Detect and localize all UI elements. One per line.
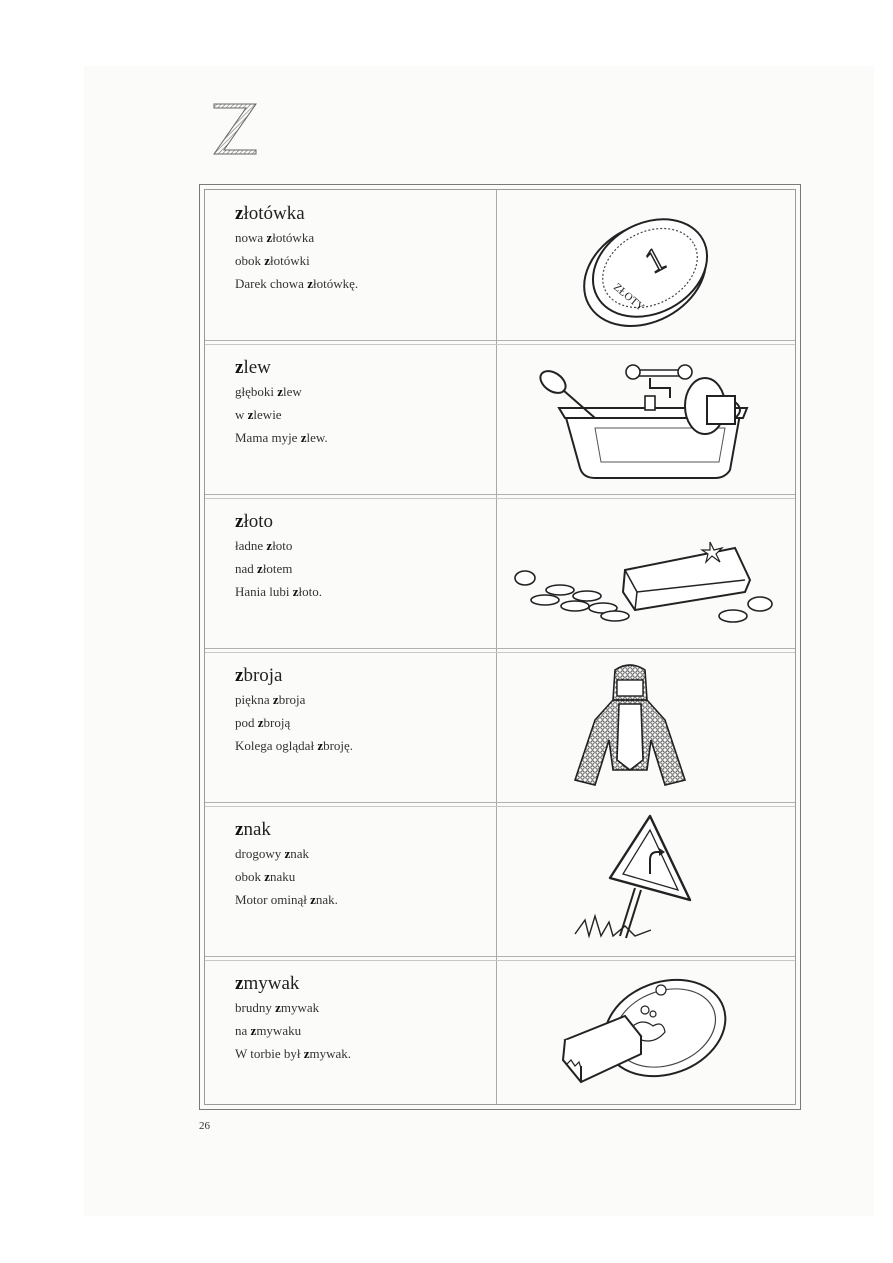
sink-icon: [535, 358, 755, 484]
armor-icon: [555, 660, 705, 800]
coin-numeral: 1: [639, 240, 672, 282]
row-divider: [205, 340, 795, 345]
entry-phrase: Mama myje zlew.: [235, 430, 328, 445]
entry-phrase: brudny zmywak: [235, 1000, 320, 1015]
entry-phrase: piękna zbroja: [235, 692, 306, 707]
coin-label: ZŁOTY: [611, 281, 647, 314]
sponge-icon: [545, 970, 735, 1096]
row-divider: [205, 648, 795, 653]
row-divider: [205, 802, 795, 807]
gold-bar-icon: [505, 520, 785, 630]
entry-phrase: pod zbroją: [235, 715, 291, 730]
entry-phrase: Kolega oglądał zbroję.: [235, 738, 354, 753]
entry-phrase: W torbie był zmywak.: [235, 1046, 352, 1061]
entry-word: zbroja: [235, 665, 283, 686]
entry-word: złotówka: [235, 203, 305, 224]
entry-word: złoto: [235, 511, 273, 532]
entry-word: znak: [235, 819, 271, 840]
entry-text: [235, 356, 485, 449]
entry-text: [235, 202, 485, 295]
entry-phrase: w zlewie: [235, 407, 282, 422]
word-table: [199, 184, 801, 1110]
entry-phrase: Darek chowa złotówkę.: [235, 276, 359, 291]
entry-text: [235, 818, 485, 911]
entry-phrase: drogowy znak: [235, 846, 310, 861]
entry-phrase: nad złotem: [235, 561, 293, 576]
coin-icon: [575, 210, 725, 330]
entry-phrase: głęboki zlew: [235, 384, 302, 399]
entry-text: [235, 664, 485, 757]
entry-phrase: Motor ominął znak.: [235, 892, 338, 907]
row-divider: [205, 956, 795, 961]
entry-phrase: nowa złotówka: [235, 230, 315, 245]
letter-heading: [210, 98, 260, 158]
road-sign-icon: [565, 808, 715, 948]
page-number: 26: [199, 1120, 210, 1132]
entry-phrase: ładne złoto: [235, 538, 293, 553]
entry-text: [235, 972, 485, 1065]
entry-text: [235, 510, 485, 603]
row-divider: [205, 494, 795, 499]
entry-word: zmywak: [235, 973, 300, 994]
entry-phrase: na zmywaku: [235, 1023, 302, 1038]
entry-phrase: obok znaku: [235, 869, 296, 884]
entry-phrase: Hania lubi złoto.: [235, 584, 323, 599]
column-divider: [496, 190, 497, 1104]
entry-phrase: obok złotówki: [235, 253, 310, 268]
entry-word: zlew: [235, 357, 271, 378]
